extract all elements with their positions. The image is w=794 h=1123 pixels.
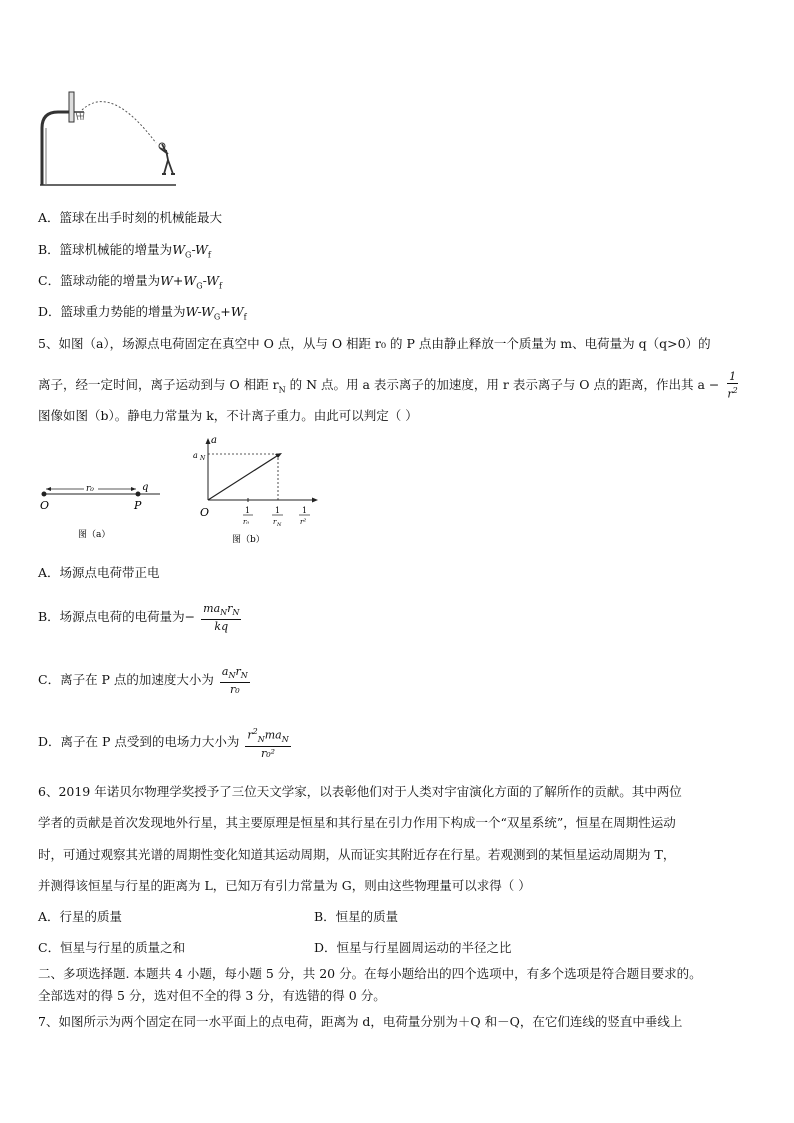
svg-text:1: 1 <box>275 506 281 515</box>
q5-option-d: D．离子在 P 点受到的电场力大小为 $\frac{r^2_Nma_N}{\text{r₀²}}$ <box>38 727 289 760</box>
q4-option-b: B．篮球机械能的增量为$W_G-W_f$ <box>38 242 211 260</box>
origin-label: O <box>200 506 210 519</box>
figure-a <box>34 476 164 542</box>
q4-option-c: C．篮球动能的增量为$W+W_G-W_f$ <box>38 273 222 291</box>
svg-text:N: N <box>277 522 282 528</box>
figure-b <box>192 432 322 548</box>
q6-line3: 时，可通过观察其光谱的周期性变化知道其运动周期，从而证实其附近存在行星。若观测到的某恒星运动周期为 T， <box>38 847 676 862</box>
figure-a-caption: 图（a） <box>78 530 111 540</box>
q-label: q <box>142 482 149 493</box>
q6-option-b: B．恒星的质量 <box>314 909 399 924</box>
q5-stem-line1: 5、如图（a），场源点电荷固定在真空中 O 点，从与 O 相距 r₀ 的 P 点由静止释放一个质量为 m、电荷量为 q（q>0）的 <box>38 336 711 351</box>
svg-text:N: N <box>200 455 206 462</box>
svg-text:r₀: r₀ <box>243 518 250 526</box>
figure-b-caption: 图（b） <box>232 535 265 545</box>
svg-text:1: 1 <box>245 506 251 515</box>
q6-option-a: A．行星的质量 <box>38 909 123 924</box>
p-label: P <box>134 499 142 512</box>
q5-stem-line3: 图像如图（b）。静电力常量为 k，不计离子重力。由此可以判定（ ） <box>38 408 418 423</box>
q6-line4: 并测得该恒星与行星的距离为 L，已知万有引力常量为 G，则由这些物理量可以求得（ ） <box>38 878 531 893</box>
svg-text:a: a <box>193 451 198 460</box>
q5-option-b: B．场源点电荷的电荷量为− $\frac{ma_Nr_N}{kq}$ <box>38 602 240 634</box>
a-axis-label: a <box>211 435 217 446</box>
svg-text:r: r <box>273 518 277 526</box>
basketball-figure <box>36 88 186 190</box>
q5-option-c: C．离子在 P 点的加速度大小为 $\frac{a_Nr_N}{\text{r₀}}$ <box>38 665 248 697</box>
q4-option-a: A．篮球在出手时刻的机械能最大 <box>38 210 223 225</box>
q6-option-c: C．恒星与行星的质量之和 <box>38 940 186 955</box>
svg-text:1: 1 <box>302 506 308 515</box>
q5-stem-line2: 离子，经一定时间，离子运动到与 O 相距 $r_N$ 的 N 点。用 a 表示离子的加速度，用 r 表示离子与 O 点的距离，作出其 a − $\frac{1}{r^2}$ <box>38 370 738 401</box>
q7-line1: 7、如图所示为两个固定在同一水平面上的点电荷，距离为 d，电荷量分别为＋Q 和－Q，在它们连线的竖直中垂线上 <box>38 1014 683 1029</box>
r0-label: r₀ <box>86 484 94 494</box>
svg-text:r²: r² <box>300 518 307 526</box>
one-over-r2: $\frac{1}{r^2}$ <box>727 370 738 401</box>
q6-option-d: D．恒星与行星圆周运动的半径之比 <box>314 940 512 955</box>
o-label: O <box>40 499 50 512</box>
q6-line1: 6、2019 年诺贝尔物理学奖授予了三位天文学家，以表彰他们对于人类对宇宙演化方面的了解所作的贡献。其中两位 <box>38 784 682 799</box>
q5-option-a: A．场源点电荷带正电 <box>38 565 160 580</box>
section2-line2: 全部选对的得 5 分，选对但不全的得 3 分，有选错的得 0 分。 <box>38 988 386 1003</box>
section2-line1: 二、多项选择题. 本题共 4 小题，每小题 5 分，共 20 分。在每小题给出的四个选项中，有多个选项是符合题目要求的。 <box>38 966 702 981</box>
q4-option-d: D．篮球重力势能的增量为$W-W_G+W_f$ <box>38 304 247 322</box>
q6-line2: 学者的贡献是首次发现地外行星，其主要原理是恒星和其行星在引力作用下构成一个“双星系统”，恒星在周期性运动 <box>38 815 676 830</box>
